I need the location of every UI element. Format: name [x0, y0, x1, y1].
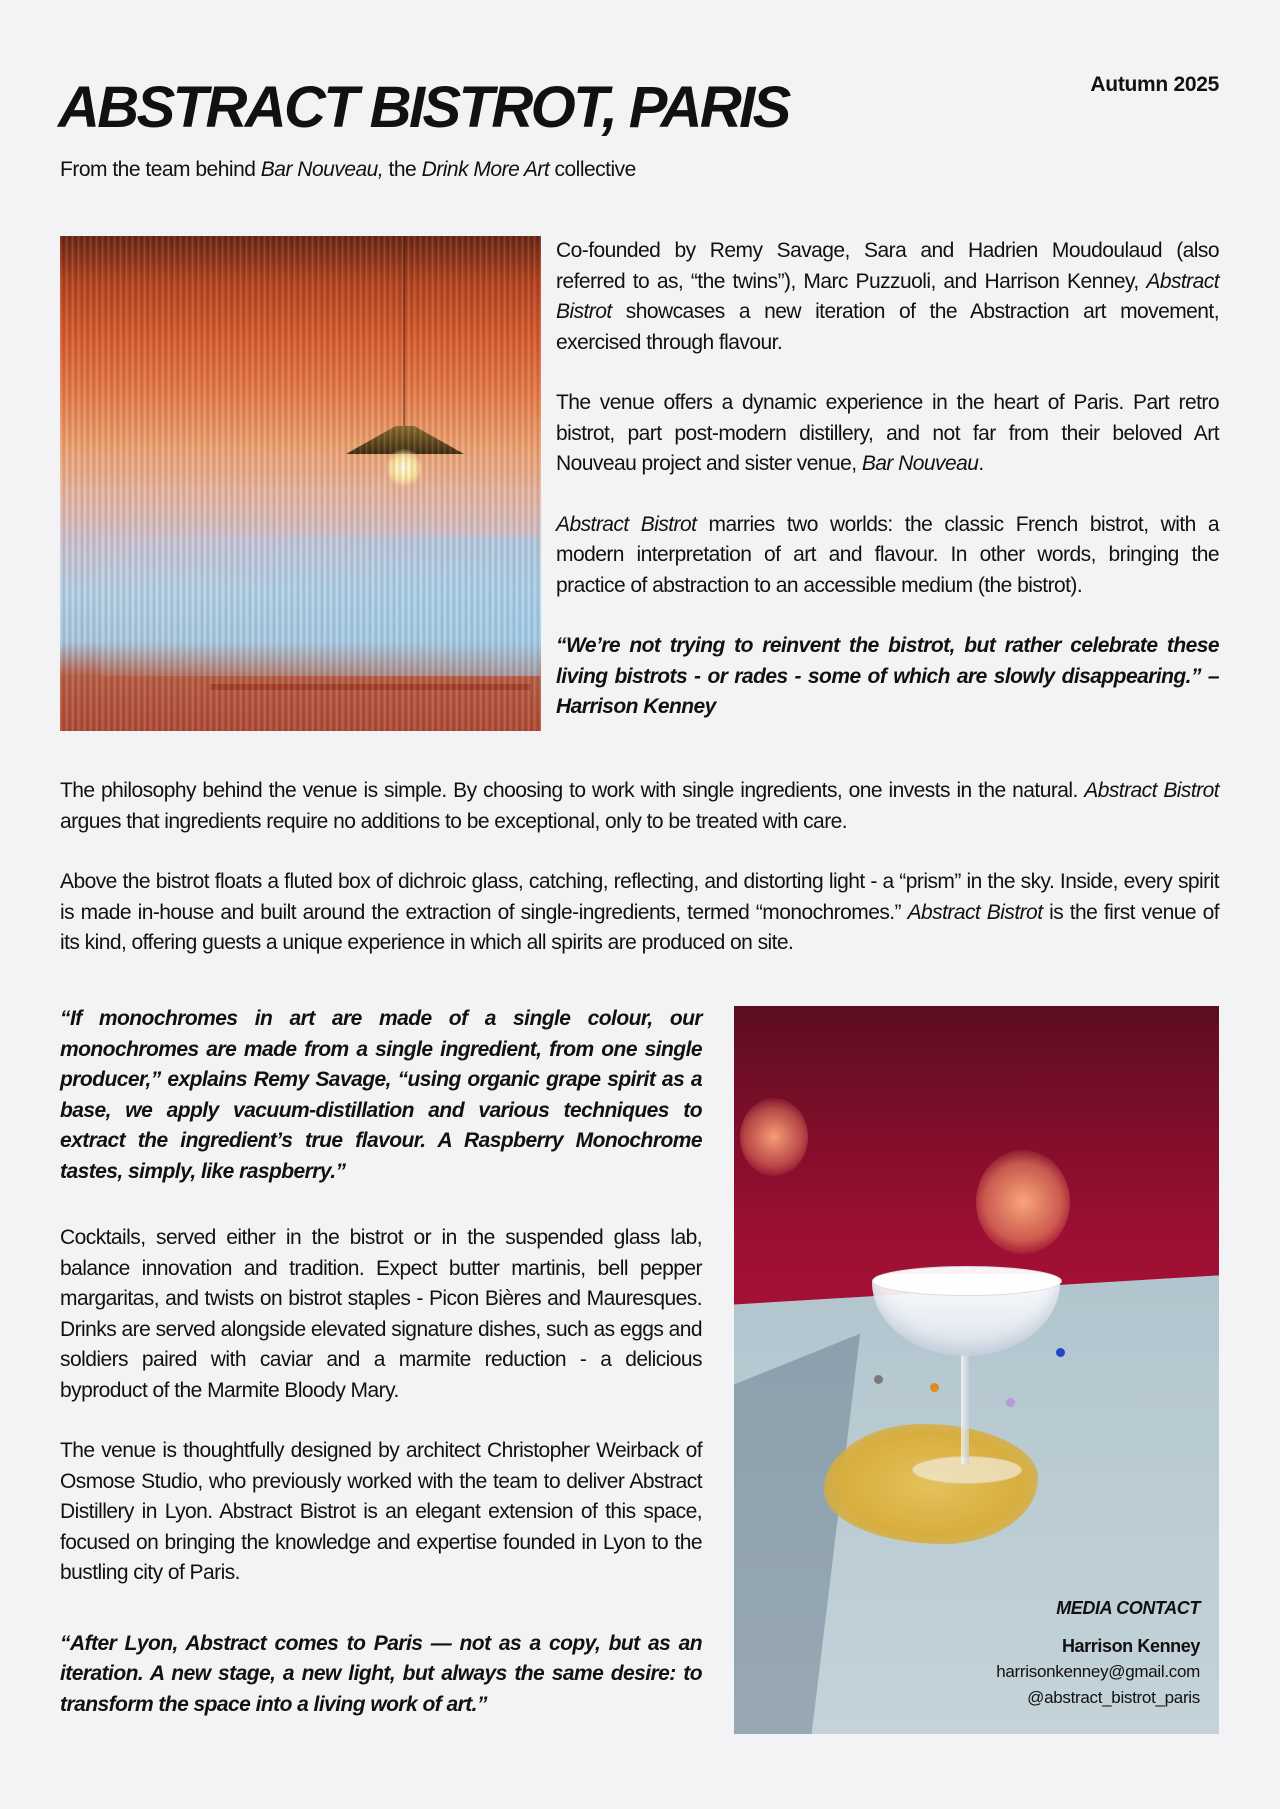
subtitle-post: collective	[549, 158, 636, 181]
lower-column	[60, 1004, 702, 1720]
bistrot-interior-photo	[60, 236, 541, 731]
intro-paragraph-2: The venue offers a dynamic experience in the heart of Paris. Part retro bistrot, part post-modern distillery, and not far from their beloved Art Nouveau project and sister venue, Bar Nouveau.	[556, 391, 1219, 475]
lyon-quote: “After Lyon, Abstract comes to Paris — not as a copy, but as an iteration. A new stage, a new light, but always the same desire: to transform the space into a living work of art.”	[60, 1631, 702, 1716]
intro-quote: “We’re not trying to reinvent the bistrot, but rather celebrate these living bistrots - or rades - some of which are slowly disappearing.” – Harrison Kenney	[556, 634, 1219, 718]
prism-paragraph: Above the bistrot floats a fluted box of dichroic glass, catching, reflecting, and distorting light - a “prism” in the sky. Inside, every spirit is made in-house and built around the extraction of single-ingredients, termed “monochromes.” Abstract Bistrot is the first venue of its kind, offering guests a unique experience in which all spirits are produced on site.	[60, 870, 1219, 954]
design-paragraph: The venue is thoughtfully designed by architect Christopher Weirback of Osmose Studio, who previously worked with the team to deliver Abstract Distillery in Lyon. Abstract Bistrot is an elegant extension of this space, focused on bringing the knowledge and expertise founded in Lyon to the bustling city of Paris.	[60, 1439, 702, 1584]
philosophy-section	[60, 776, 1219, 959]
contact-name: Harrison Kenney	[1061, 1636, 1200, 1656]
intro-paragraph-3: Abstract Bistrot marries two worlds: the classic French bistrot, with a modern interpretation of art and flavour. In other words, bringing the practice of abstraction to an accessible medium (the bistrot).	[556, 512, 1219, 597]
media-contact	[734, 1598, 1219, 1711]
page-title: ABSTRACT BISTROT, PARIS	[58, 75, 789, 140]
season-label: Autumn 2025	[1090, 73, 1219, 96]
cocktails-paragraph: Cocktails, served either in the bistrot or in the suspended glass lab, balance innovation and tradition. Expect butter martinis, bell pepper margaritas, and twists on bistrot staples - Picon Bières and Mauresques. Drinks are served alongside elevated signature dishes, such as eggs and soldiers paired with caviar and a marmite reduction - a delicious byproduct of the Marmite Bloody Mary.	[60, 1226, 702, 1402]
subtitle-mid: the	[383, 158, 422, 181]
media-contact-label: MEDIA CONTACT	[1056, 1598, 1200, 1618]
intro-paragraph-1: Co-founded by Remy Savage, Sara and Hadrien Moudoulaud (also referred to as, “the twins”), Marc Puzzuoli, and Harrison Kenney, Abstract Bistrot showcases a new iteration of the Abstraction art movement, exercised through flavour.	[556, 239, 1219, 354]
cocktail-photo	[734, 1006, 1219, 1734]
subtitle-bar-name: Bar Nouveau,	[260, 158, 384, 181]
contact-social-handle[interactable]: @abstract_bistrot_paris	[1027, 1688, 1200, 1707]
philosophy-paragraph: The philosophy behind the venue is simple. By choosing to work with single ingredients, one invests in the natural. Abstract Bistrot argues that ingredients require no additions to be exceptional, only to be treated with care.	[60, 779, 1219, 833]
subtitle	[60, 156, 636, 184]
subtitle-collective-name: Drink More Art	[421, 158, 550, 181]
monochrome-quote: “If monochromes in art are made of a single colour, our monochromes are made from a single ingredient, from one single producer,” explains Remy Savage, “using organic grape spirit as a base, we apply vacuum-distillation and various techniques to extract the ingredient’s true flavour. A Raspberry Monochrome tastes, simply, like raspberry.”	[60, 1007, 702, 1183]
contact-email[interactable]: harrisonkenney@gmail.com	[996, 1662, 1200, 1681]
coaster	[824, 1424, 1038, 1544]
subtitle-pre: From the team behind	[60, 158, 261, 181]
intro-column	[556, 236, 1219, 723]
